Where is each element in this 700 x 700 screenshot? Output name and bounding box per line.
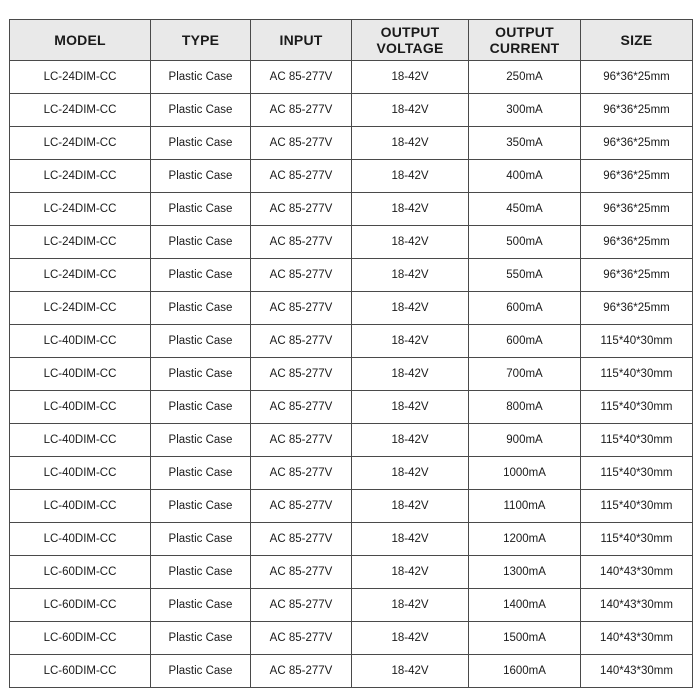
header-input: INPUT: [251, 20, 352, 61]
cell-input: AC 85-277V: [251, 622, 352, 655]
header-output-current-line-1: OUTPUT: [495, 24, 554, 40]
table-row: [10, 622, 693, 655]
table-row: [10, 523, 693, 556]
table-body: [10, 61, 693, 688]
cell-model: LC-40DIM-CC: [10, 325, 151, 358]
cell-output-voltage: 18-42V: [352, 490, 469, 523]
cell-model: LC-24DIM-CC: [10, 259, 151, 292]
table-row: [10, 127, 693, 160]
cell-model: LC-40DIM-CC: [10, 457, 151, 490]
cell-size: 115*40*30mm: [581, 490, 693, 523]
cell-output-voltage: 18-42V: [352, 391, 469, 424]
cell-output-voltage: 18-42V: [352, 457, 469, 490]
cell-model: LC-24DIM-CC: [10, 193, 151, 226]
cell-size: 115*40*30mm: [581, 325, 693, 358]
table-row: [10, 424, 693, 457]
cell-type: Plastic Case: [151, 325, 251, 358]
table-row: [10, 325, 693, 358]
cell-output-voltage: 18-42V: [352, 325, 469, 358]
cell-type: Plastic Case: [151, 292, 251, 325]
cell-output-voltage: 18-42V: [352, 556, 469, 589]
cell-type: Plastic Case: [151, 490, 251, 523]
cell-type: Plastic Case: [151, 127, 251, 160]
cell-model: LC-60DIM-CC: [10, 556, 151, 589]
cell-size: 140*43*30mm: [581, 556, 693, 589]
cell-input: AC 85-277V: [251, 358, 352, 391]
cell-output-current: 1200mA: [469, 523, 581, 556]
cell-output-voltage: 18-42V: [352, 589, 469, 622]
cell-output-current: 300mA: [469, 94, 581, 127]
cell-size: 96*36*25mm: [581, 292, 693, 325]
cell-size: 140*43*30mm: [581, 622, 693, 655]
cell-output-current: 1500mA: [469, 622, 581, 655]
cell-output-current: 500mA: [469, 226, 581, 259]
cell-output-voltage: 18-42V: [352, 523, 469, 556]
spec-table: [9, 19, 693, 688]
cell-output-voltage: 18-42V: [352, 61, 469, 94]
cell-input: AC 85-277V: [251, 391, 352, 424]
table-row: [10, 193, 693, 226]
cell-output-voltage: 18-42V: [352, 127, 469, 160]
table-row: [10, 490, 693, 523]
cell-size: 96*36*25mm: [581, 259, 693, 292]
cell-model: LC-24DIM-CC: [10, 127, 151, 160]
cell-type: Plastic Case: [151, 226, 251, 259]
cell-input: AC 85-277V: [251, 589, 352, 622]
cell-type: Plastic Case: [151, 193, 251, 226]
cell-size: 96*36*25mm: [581, 61, 693, 94]
cell-size: 115*40*30mm: [581, 358, 693, 391]
table-row: [10, 655, 693, 688]
header-size: SIZE: [581, 20, 693, 61]
cell-output-voltage: 18-42V: [352, 292, 469, 325]
cell-input: AC 85-277V: [251, 160, 352, 193]
cell-input: AC 85-277V: [251, 457, 352, 490]
header-output-current: [469, 20, 581, 61]
cell-size: 115*40*30mm: [581, 391, 693, 424]
cell-output-current: 1000mA: [469, 457, 581, 490]
table-row: [10, 61, 693, 94]
cell-size: 140*43*30mm: [581, 655, 693, 688]
cell-output-voltage: 18-42V: [352, 622, 469, 655]
cell-output-current: 550mA: [469, 259, 581, 292]
cell-size: 96*36*25mm: [581, 94, 693, 127]
cell-input: AC 85-277V: [251, 94, 352, 127]
cell-output-voltage: 18-42V: [352, 226, 469, 259]
cell-input: AC 85-277V: [251, 61, 352, 94]
cell-output-current: 600mA: [469, 325, 581, 358]
cell-type: Plastic Case: [151, 391, 251, 424]
cell-input: AC 85-277V: [251, 490, 352, 523]
cell-input: AC 85-277V: [251, 292, 352, 325]
cell-size: 115*40*30mm: [581, 457, 693, 490]
cell-input: AC 85-277V: [251, 193, 352, 226]
cell-model: LC-24DIM-CC: [10, 61, 151, 94]
cell-model: LC-24DIM-CC: [10, 226, 151, 259]
cell-output-current: 600mA: [469, 292, 581, 325]
table-row: [10, 391, 693, 424]
table-row: [10, 94, 693, 127]
cell-output-voltage: 18-42V: [352, 259, 469, 292]
cell-model: LC-24DIM-CC: [10, 94, 151, 127]
header-type: TYPE: [151, 20, 251, 61]
header-output-voltage-line-1: OUTPUT: [380, 24, 440, 40]
cell-input: AC 85-277V: [251, 655, 352, 688]
cell-input: AC 85-277V: [251, 325, 352, 358]
cell-size: 96*36*25mm: [581, 193, 693, 226]
cell-model: LC-24DIM-CC: [10, 160, 151, 193]
cell-model: LC-24DIM-CC: [10, 292, 151, 325]
cell-size: 115*40*30mm: [581, 424, 693, 457]
cell-size: 96*36*25mm: [581, 127, 693, 160]
cell-type: Plastic Case: [151, 94, 251, 127]
table-row: [10, 457, 693, 490]
cell-size: 96*36*25mm: [581, 160, 693, 193]
cell-output-current: 800mA: [469, 391, 581, 424]
table-row: [10, 292, 693, 325]
table-row: [10, 259, 693, 292]
cell-size: 115*40*30mm: [581, 523, 693, 556]
cell-output-voltage: 18-42V: [352, 160, 469, 193]
cell-type: Plastic Case: [151, 457, 251, 490]
table-row: [10, 556, 693, 589]
cell-type: Plastic Case: [151, 523, 251, 556]
cell-type: Plastic Case: [151, 589, 251, 622]
table-row: [10, 226, 693, 259]
cell-type: Plastic Case: [151, 556, 251, 589]
cell-output-current: 1300mA: [469, 556, 581, 589]
cell-output-current: 700mA: [469, 358, 581, 391]
cell-input: AC 85-277V: [251, 226, 352, 259]
cell-type: Plastic Case: [151, 424, 251, 457]
cell-output-current: 400mA: [469, 160, 581, 193]
cell-type: Plastic Case: [151, 655, 251, 688]
cell-size: 140*43*30mm: [581, 589, 693, 622]
cell-model: LC-40DIM-CC: [10, 358, 151, 391]
cell-input: AC 85-277V: [251, 127, 352, 160]
cell-output-current: 450mA: [469, 193, 581, 226]
table-row: [10, 160, 693, 193]
cell-output-current: 900mA: [469, 424, 581, 457]
cell-model: LC-40DIM-CC: [10, 490, 151, 523]
cell-output-current: 1400mA: [469, 589, 581, 622]
cell-model: LC-60DIM-CC: [10, 655, 151, 688]
cell-input: AC 85-277V: [251, 259, 352, 292]
header-output-voltage: [352, 20, 469, 61]
cell-model: LC-40DIM-CC: [10, 424, 151, 457]
cell-output-current: 350mA: [469, 127, 581, 160]
header-output-current-line-2: CURRENT: [489, 40, 560, 56]
cell-type: Plastic Case: [151, 61, 251, 94]
cell-output-current: 250mA: [469, 61, 581, 94]
cell-input: AC 85-277V: [251, 556, 352, 589]
cell-type: Plastic Case: [151, 259, 251, 292]
header-model: MODEL: [10, 20, 151, 61]
table-row: [10, 589, 693, 622]
cell-model: LC-40DIM-CC: [10, 391, 151, 424]
cell-output-voltage: 18-42V: [352, 655, 469, 688]
cell-output-current: 1100mA: [469, 490, 581, 523]
cell-model: LC-40DIM-CC: [10, 523, 151, 556]
cell-model: LC-60DIM-CC: [10, 589, 151, 622]
cell-output-voltage: 18-42V: [352, 424, 469, 457]
cell-type: Plastic Case: [151, 160, 251, 193]
cell-output-voltage: 18-42V: [352, 358, 469, 391]
header-row: [10, 20, 693, 61]
cell-model: LC-60DIM-CC: [10, 622, 151, 655]
cell-output-voltage: 18-42V: [352, 94, 469, 127]
cell-input: AC 85-277V: [251, 424, 352, 457]
table-header: [10, 20, 693, 61]
cell-type: Plastic Case: [151, 622, 251, 655]
cell-output-current: 1600mA: [469, 655, 581, 688]
table-row: [10, 358, 693, 391]
cell-input: AC 85-277V: [251, 523, 352, 556]
header-output-voltage-line-2: VOLTAGE: [376, 40, 444, 56]
cell-type: Plastic Case: [151, 358, 251, 391]
cell-output-voltage: 18-42V: [352, 193, 469, 226]
cell-size: 96*36*25mm: [581, 226, 693, 259]
